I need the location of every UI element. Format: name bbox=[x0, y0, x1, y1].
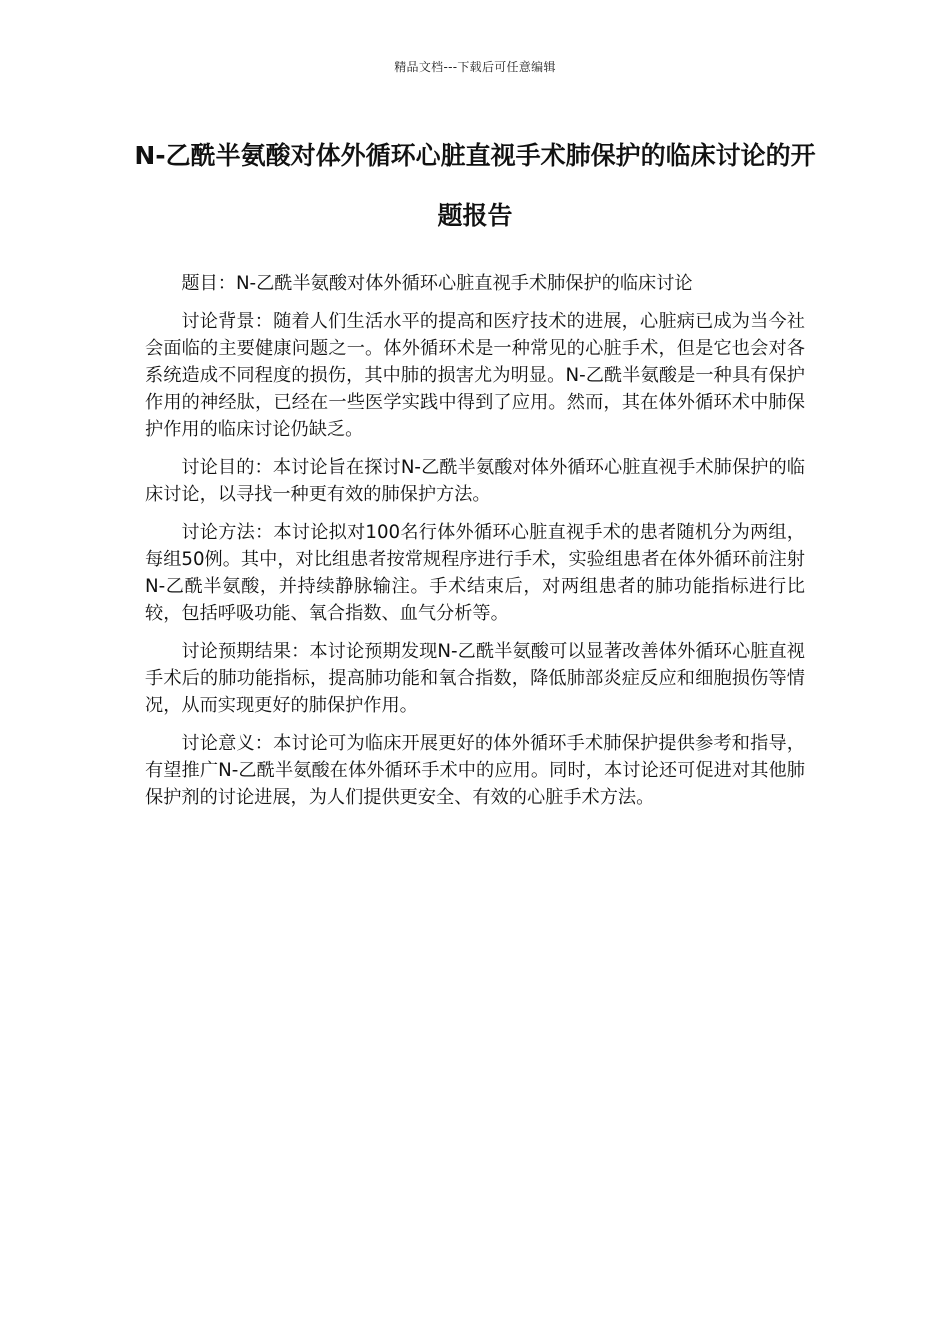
objective-paragraph: 讨论目的：本讨论旨在探讨N-乙酰半氨酸对体外循环心脏直视手术肺保护的临床讨论，以寻找一种更有效的肺保护方法。 bbox=[145, 457, 805, 505]
page-header-note: 精品文档---下载后可任意编辑 bbox=[394, 60, 556, 74]
document-title: N-乙酰半氨酸对体外循环心脏直视手术肺保护的临床讨论的开题报告 bbox=[134, 141, 816, 230]
significance-paragraph: 讨论意义：本讨论可为临床开展更好的体外循环手术肺保护提供参考和指导，有望推广N-乙酰半氨酸在体外循环手术中的应用。同时，本讨论还可促进对其他肺保护剂的讨论进展，为人们提供更安全、有效的心脏手术方法。 bbox=[145, 733, 805, 808]
method-paragraph: 讨论方法：本讨论拟对100名行体外循环心脏直视手术的患者随机分为两组，每组50例。其中，对比组患者按常规程序进行手术，实验组患者在体外循环前注射N-乙酰半氨酸，并持续静脉输注。手术结束后，对两组患者的肺功能指标进行比较，包括呼吸功能、氧合指数、血气分析等。 bbox=[145, 522, 805, 624]
topic-paragraph: 题目：N-乙酰半氨酸对体外循环心脏直视手术肺保护的临床讨论 bbox=[181, 273, 693, 294]
expected-results-paragraph: 讨论预期结果：本讨论预期发现N-乙酰半氨酸可以显著改善体外循环心脏直视手术后的肺功能指标，提高肺功能和氧合指数，降低肺部炎症反应和细胞损伤等情况，从而实现更好的肺保护作用。 bbox=[145, 641, 805, 716]
background-paragraph: 讨论背景：随着人们生活水平的提高和医疗技术的进展，心脏病已成为当今社会面临的主要健康问题之一。体外循环术是一种常见的心脏手术，但是它也会对各系统造成不同程度的损伤，其中肺的损害尤为明显。N-乙酰半氨酸是一种具有保护作用的神经肽，已经在一些医学实践中得到了应用。然而，其在体外循环术中肺保护作用的临床讨论仍缺乏。 bbox=[145, 311, 805, 440]
document-body bbox=[145, 270, 805, 822]
